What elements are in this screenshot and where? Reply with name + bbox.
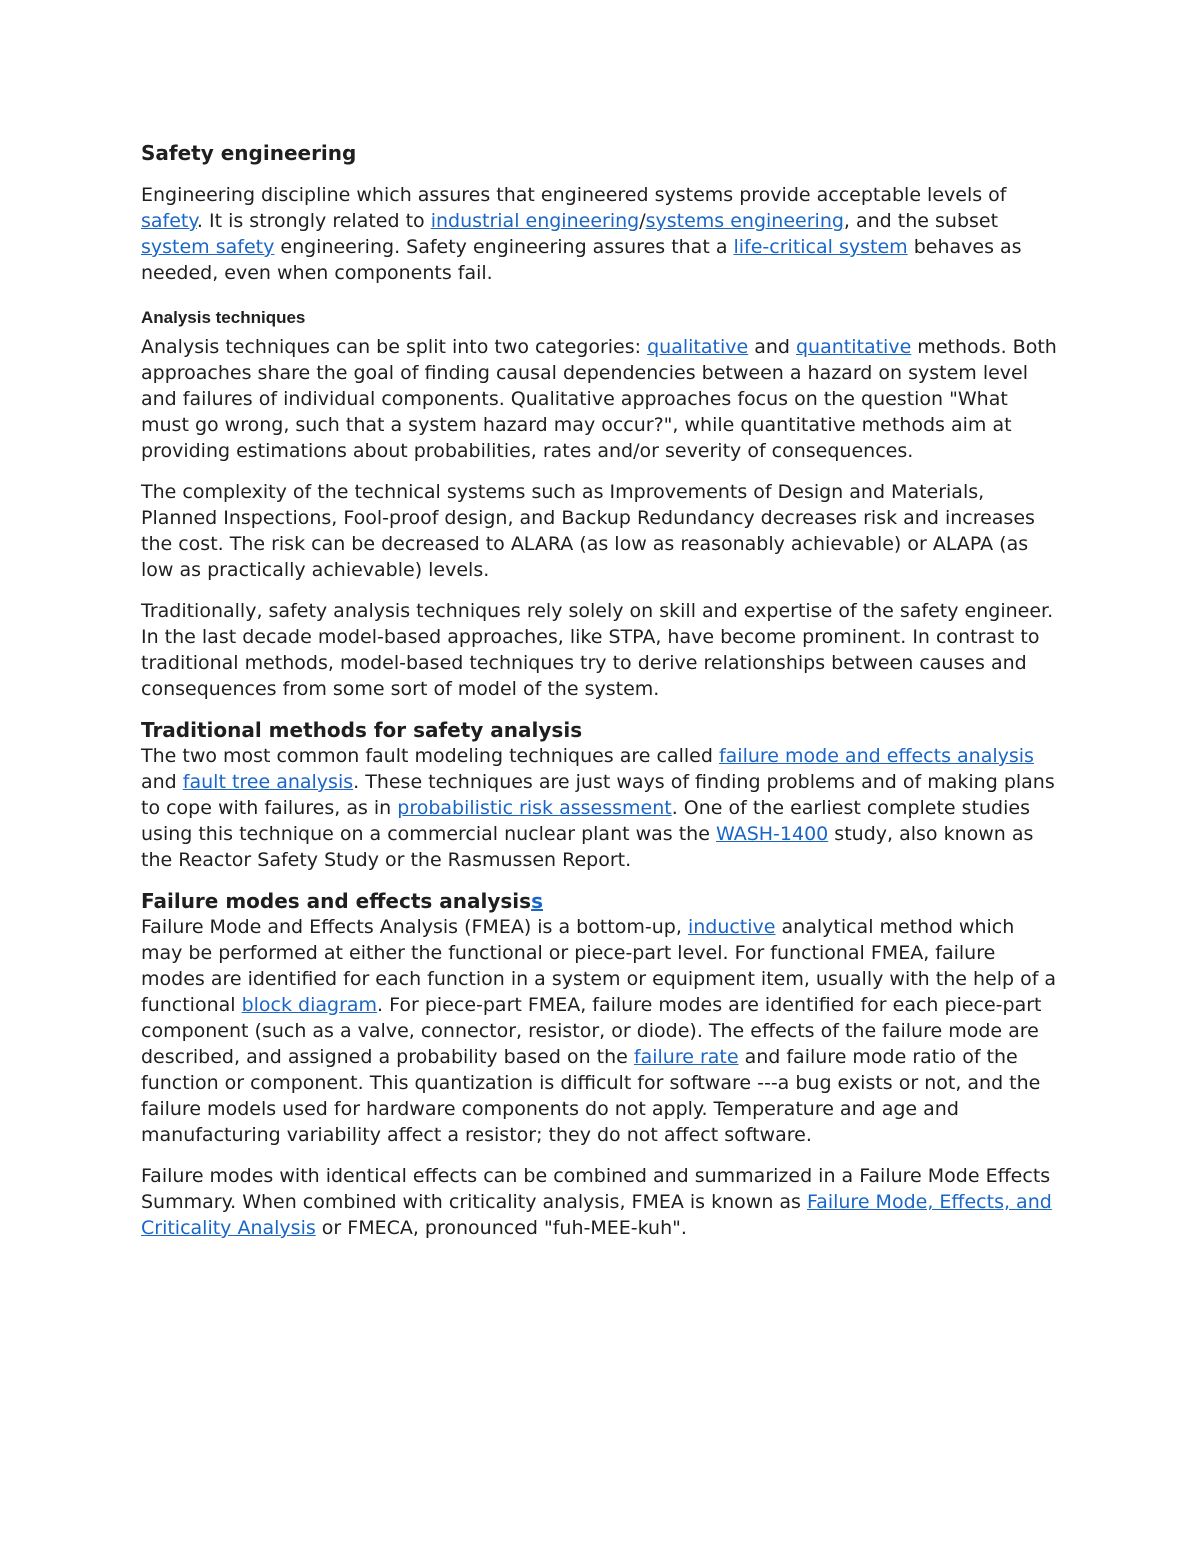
intro-text-4: , and the subset [843, 210, 999, 232]
intro-text-1: Engineering discipline which assures that engineered systems provide acceptable levels of [141, 184, 1007, 206]
link-fmea[interactable]: failure mode and effects analysis [718, 745, 1034, 767]
link-systems-engineering[interactable]: systems engineering [645, 210, 844, 232]
traditional-paragraph [141, 743, 1061, 873]
analysis-paragraph-3: Traditionally, safety analysis techniques rely solely on skill and expertise of the safety engineer. In the last decade model-based approaches, like STPA, have become prominent. In contrast to traditional methods, model-based techniques try to derive relationships between causes and consequences from some sort of model of the system. [141, 600, 1054, 700]
traditional-text-5: study, also known as the Reactor Safety Study or the Rasmussen Report. [141, 823, 1034, 871]
analysis-text-3: methods. Both approaches share the goal of finding causal dependencies between a hazard on system level and failures of individual components. Qualitative approaches focus on the question "What must go wrong, such that a system hazard may occur?", while quantitative methods aim at providing estimations about probabilities, rates and/or severity of consequences. [141, 336, 1057, 462]
fmea-heading-text: Failure modes and effects analysis [141, 889, 532, 913]
traditional-text-3: . These techniques are just ways of finding problems and of making plans to cope with failures, as in [141, 771, 1055, 819]
link-safety[interactable]: safety [141, 210, 197, 232]
link-failure-rate[interactable]: failure rate [633, 1046, 739, 1068]
analysis-text-2: and [748, 336, 796, 358]
link-probabilistic-risk-assessment[interactable]: probabilistic risk assessment [397, 797, 672, 819]
fmea-paragraph-1 [141, 914, 1061, 1148]
link-wash-1400[interactable]: WASH-1400 [715, 823, 829, 845]
link-quantitative[interactable]: quantitative [795, 336, 912, 358]
traditional-text-4: . One of the earliest complete studies using this technique on a commercial nuclear plant was the [141, 797, 1030, 845]
fmea-text-4: and failure mode ratio of the function or component. This quantization is difficult for software ---a bug exists or not, and the failure models used for hardware components do not apply. Temperature and age and manufacturing variability affect a resistor; they do not affect software. [141, 1046, 1041, 1146]
fmea-heading-link[interactable]: s [531, 889, 543, 913]
intro-text-5: engineering. Safety engineering assures that a [274, 236, 734, 258]
traditional-methods-heading: Traditional methods for safety analysis [141, 718, 583, 742]
fmea-heading [141, 888, 1061, 914]
link-life-critical-system[interactable]: life-critical system [733, 236, 908, 258]
fmea-text-3: . For piece-part FMEA, failure modes are identified for each piece-part component (such as a valve, connector, resistor, or diode). The effects of the failure mode are described, and assigned a probability based on the [141, 994, 1042, 1068]
analysis-techniques-heading: Analysis techniques [141, 308, 306, 327]
link-fault-tree-analysis[interactable]: fault tree analysis [182, 771, 354, 793]
link-block-diagram[interactable]: block diagram [241, 994, 378, 1016]
intro-text-3: / [639, 210, 646, 232]
analysis-text-1: Analysis techniques can be split into two categories: [141, 336, 648, 358]
analysis-paragraph-1 [141, 334, 1061, 464]
intro-paragraph [141, 182, 1061, 286]
analysis-paragraph-2: The complexity of the technical systems such as Improvements of Design and Materials, Planned Inspections, Fool-proof design, and Backup Redundancy decreases risk and increases the cost. The risk can be decreased to ALARA (as low as reasonably achievable) or ALAPA (as low as practically achievable) levels. [141, 481, 1035, 581]
link-industrial-engineering[interactable]: industrial engineering [430, 210, 640, 232]
fmea-paragraph-2 [141, 1163, 1061, 1241]
traditional-text-2: and [141, 771, 183, 793]
fmea-text-1: Failure Mode and Effects Analysis (FMEA) is a bottom-up, [141, 916, 688, 938]
link-fmeca[interactable]: Failure Mode, Effects, and Criticality Analysis [141, 1191, 1052, 1239]
intro-text-6: behaves as needed, even when components fail. [141, 236, 1022, 284]
link-inductive[interactable]: inductive [687, 916, 776, 938]
fmea-p2-text-1: Failure modes with identical effects can be combined and summarized in a Failure Mode Effects Summary. When combined with criticality analysis, FMEA is known as [141, 1165, 1051, 1213]
traditional-text-1: The two most common fault modeling techniques are called [141, 745, 719, 767]
page-title: Safety engineering [141, 141, 357, 165]
intro-text-2: . It is strongly related to [196, 210, 431, 232]
fmea-text-2: analytical method which may be performed at either the functional or piece-part level. For functional FMEA, failure modes are identified for each function in a system or equipment item, usually with the help of a functional [141, 916, 1057, 1016]
link-system-safety[interactable]: system safety [141, 236, 275, 258]
fmea-p2-text-2: or FMECA, pronounced "fuh-MEE-kuh". [315, 1217, 687, 1239]
link-qualitative[interactable]: qualitative [647, 336, 749, 358]
document-page [141, 138, 1061, 1256]
